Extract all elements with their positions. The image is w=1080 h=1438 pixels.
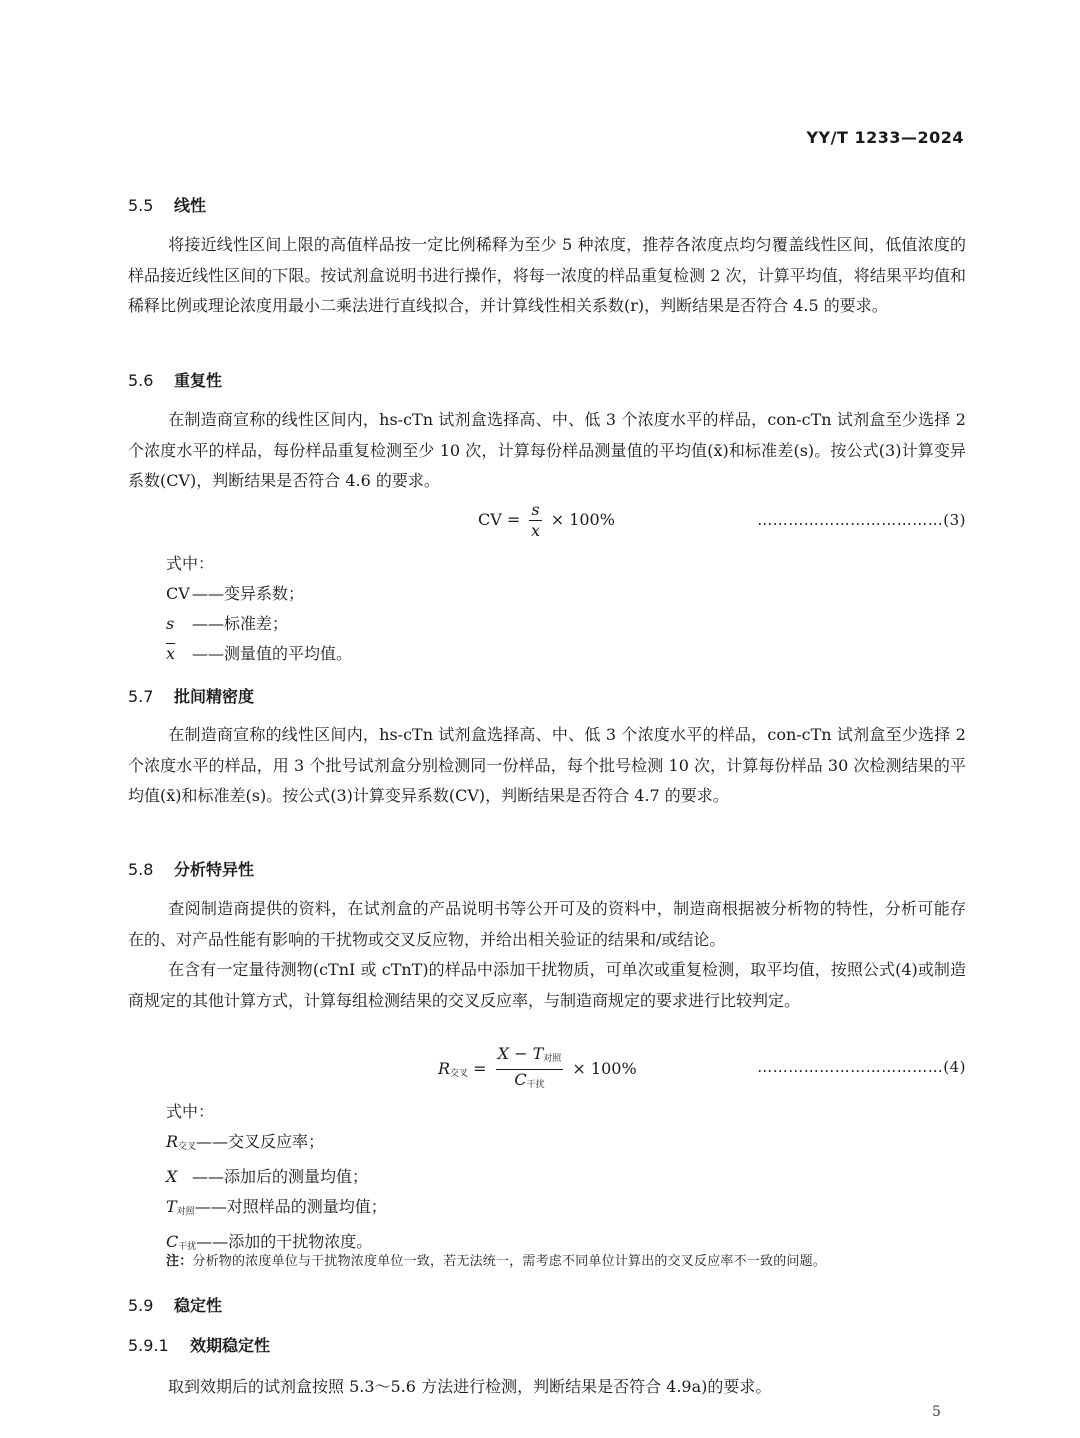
equation-3: CV = $\frac{s}{x}$ × 100% <box>478 500 615 540</box>
section-number: 5.6 <box>128 371 154 390</box>
legend-item: $\overline{x}$ ——测量值的平均值。 <box>166 644 353 663</box>
section-title: 重复性 <box>174 371 223 390</box>
equation-4-legend: 式中： $R_{交叉}——$交叉反应率； X ——添加后的测量均值； $T_{对照}——$对照样品的测量均值； $C_{干扰}——$添加的干扰物浓度。 <box>166 1097 387 1262</box>
section-title: 分析特异性 <box>174 860 255 879</box>
legend-item: X ——添加后的测量均值； <box>166 1167 369 1186</box>
section-5-6-heading <box>128 368 222 391</box>
section-5-6-paragraph: 在制造商宣称的线性区间内，hs-cTn 试剂盒选择高、中、低 3 个浓度水平的样品，con-cTn 试剂盒至少选择 2 个浓度水平的样品，每份样品重复检测至少 10 次，计算每份样品测量值的平均值(x̄)和标准差(s)。按公式(3)计算变异系数(CV)，判断结果是否符合 4.6 的要求。 <box>128 410 966 490</box>
equation-4-fraction: $\frac{X - T_{对照}}{C_{干扰}}$ <box>497 1044 562 1090</box>
section-5-8-paragraph-1: 查阅制造商提供的资料，在试剂盒的产品说明书等公开可及的资料中，制造商根据被分析物的特性，分析可能存在的、对产品性能有影响的干扰物或交叉反应物，并给出相关验证的结果和/或结论。 <box>128 899 966 949</box>
equation-4: $R_{交叉}$ = $\frac{X - T_{对照}}{C_{干扰}}$ × 100% <box>438 1044 637 1095</box>
section-5-9-1-paragraph: 取到效期后的试剂盒按照 5.3～5.6 方法进行检测，判断结果是否符合 4.9a)的要求。 <box>168 1377 772 1396</box>
page-number: 5 <box>932 1404 941 1420</box>
note: 注：分析物的浓度单位与干扰物浓度单位一致，若无法统一，需考虑不同单位计算出的交叉反应率不一致的问题。 <box>166 1254 827 1269</box>
legend-item: s ——标准差； <box>166 614 289 633</box>
section-5-9-heading <box>128 1293 222 1316</box>
equation-3-legend: 式中： CV ——变异系数； s ——标准差； $\overline{x}$ ——测量值的平均值。 <box>166 549 352 669</box>
section-number: 5.7 <box>128 687 154 706</box>
section-title: 效期稳定性 <box>190 1336 271 1355</box>
section-number: 5.5 <box>128 196 154 215</box>
legend-item: $C_{干扰}——$添加的干扰物浓度。 <box>166 1232 373 1252</box>
section-title: 批间精密度 <box>174 687 255 706</box>
standard-number: YY/T 1233—2024 <box>806 128 964 147</box>
section-title: 稳定性 <box>174 1296 223 1315</box>
legend-item: $T_{对照}——$对照样品的测量均值； <box>166 1197 387 1217</box>
section-5-7-heading <box>128 684 254 707</box>
section-title: 线性 <box>174 196 207 215</box>
section-5-8-heading <box>128 857 254 880</box>
section-5-9-1-heading <box>128 1333 270 1356</box>
equation-3-reference: ………………………………(3) <box>757 511 966 529</box>
section-5-5-paragraph: 将接近线性区间上限的高值样品按一定比例稀释为至少 5 种浓度，推荐各浓度点均匀覆盖线性区间，低值浓度的样品接近线性区间的下限。按试剂盒说明书进行操作，将每一浓度的样品重复检测 2 次，计算平均值，将结果平均值和稀释比例或理论浓度用最小二乘法进行直线拟合，并计算线性相关系数(r)，判断结果是否符合 4.5 的要求。 <box>128 235 966 315</box>
section-5-8-paragraph-2: 在含有一定量待测物(cTnI 或 cTnT)的样品中添加干扰物质，可单次或重复检测，取平均值，按照公式(4)或制造商规定的其他计算方式，计算每组检测结果的交叉反应率，与制造商规定的要求进行比较判定。 <box>128 960 966 1010</box>
section-number: 5.8 <box>128 860 154 879</box>
equation-3-fraction: $\frac{s}{x}$ <box>530 500 541 540</box>
equation-4-reference: ………………………………(4) <box>757 1058 966 1076</box>
section-number: 5.9 <box>128 1296 154 1315</box>
legend-item: CV ——变异系数； <box>166 584 305 603</box>
legend-item: $R_{交叉}——$交叉反应率； <box>166 1132 325 1152</box>
section-number: 5.9.1 <box>128 1336 169 1355</box>
section-5-5-heading <box>128 193 206 216</box>
section-5-7-paragraph: 在制造商宣称的线性区间内，hs-cTn 试剂盒选择高、中、低 3 个浓度水平的样品，con-cTn 试剂盒至少选择 2 个浓度水平的样品，用 3 个批号试剂盒分别检测同一份样品，每个批号检测 10 次，计算每份样品 30 次检测结果的平均值(x̄)和标准差(s)。按公式(3)计算变异系数(CV)，判断结果是否符合 4.7 的要求。 <box>128 725 966 805</box>
